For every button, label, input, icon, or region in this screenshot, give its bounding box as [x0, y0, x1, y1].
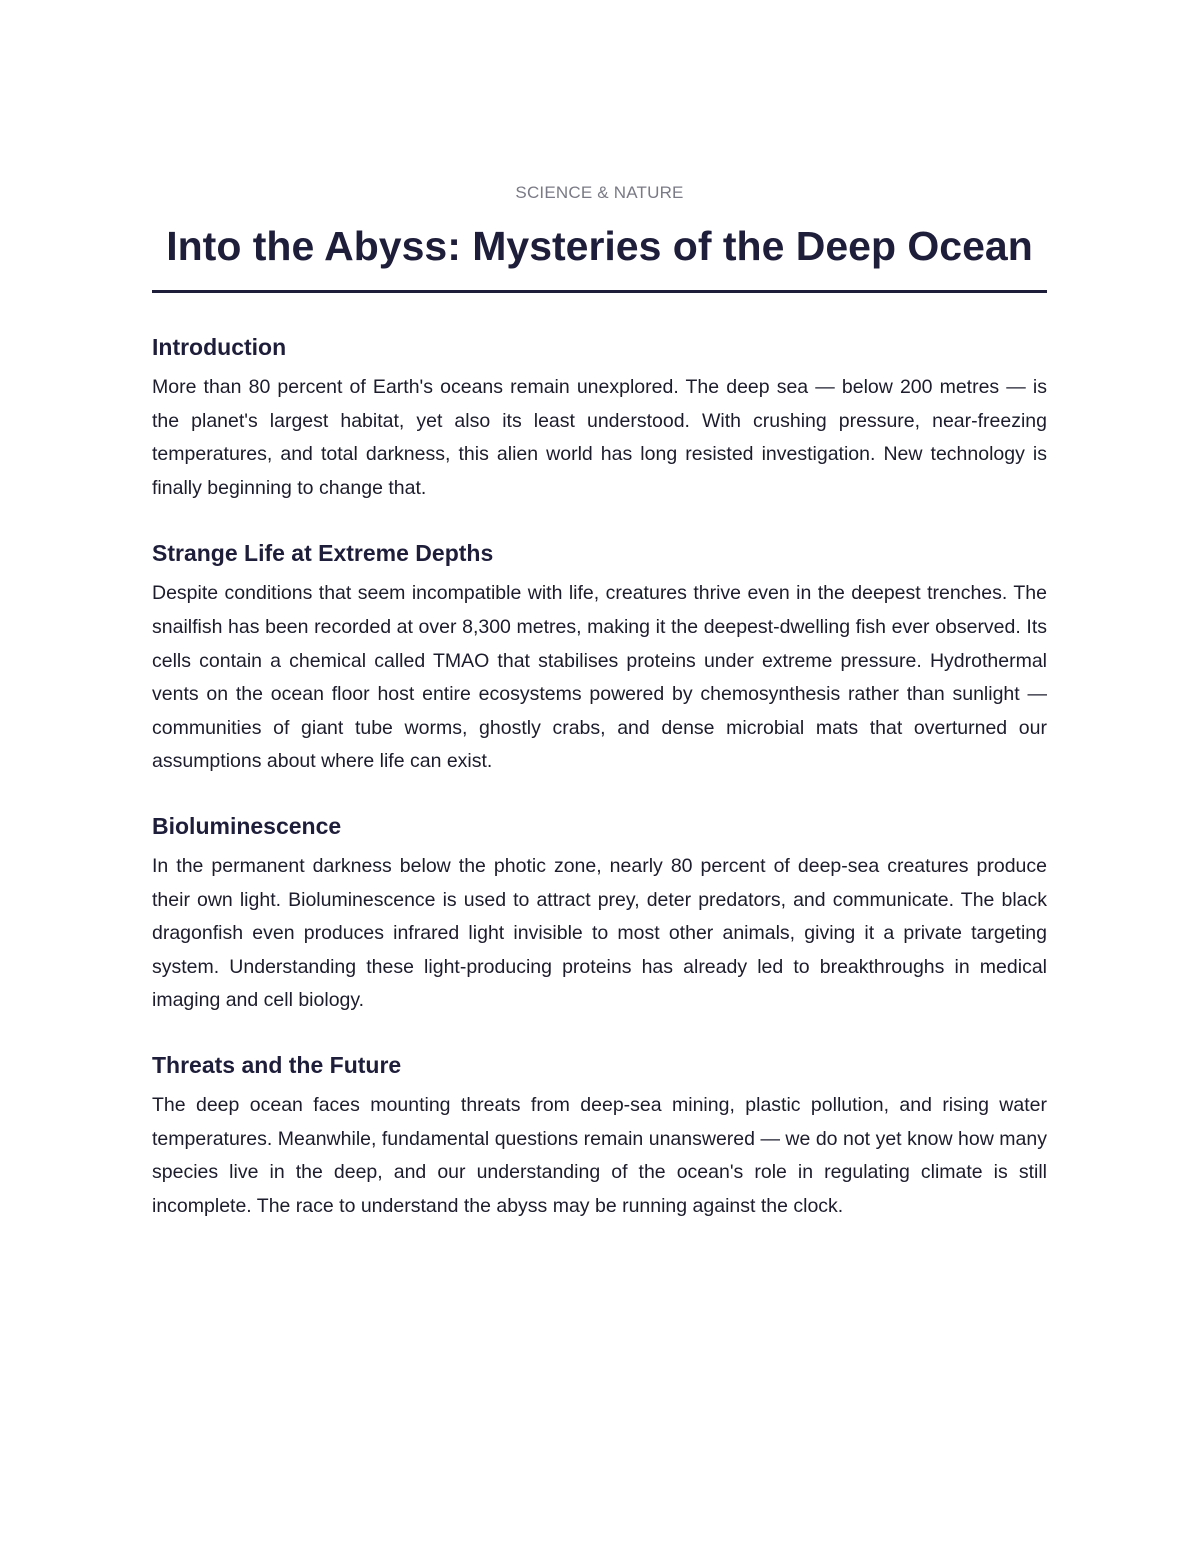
section-body: The deep ocean faces mounting threats from deep-sea mining, plastic pollution, and rising water temperatures. Meanwhile, fundamental questions remain unanswered — we do not yet know how many species live in the deep, and our understanding of the ocean's role in regulating climate is still incomplete. The race to understand the abyss may be running against the clock. — [152, 1093, 1047, 1217]
section-heading: Bioluminescence — [152, 812, 342, 839]
article-title: Into the Abyss: Mysteries of the Deep Ocean — [166, 223, 1033, 269]
title-divider — [152, 290, 1047, 293]
section-strange-life — [152, 538, 1047, 779]
section-bioluminescence — [152, 811, 1047, 1018]
article — [152, 180, 1047, 1223]
section-heading: Introduction — [152, 334, 287, 360]
section-introduction — [152, 332, 1047, 505]
section-heading: Threats and the Future — [152, 1051, 402, 1078]
section-threats — [152, 1050, 1047, 1223]
section-body: In the permanent darkness below the photic zone, nearly 80 percent of deep-sea creatures produce their own light. Bioluminescence is used to attract prey, deter predators, and communicate. The black dragonfish even produces infrared light invisible to most other animals, giving it a private targeting system. Understanding these light-producing proteins has already led to breakthroughs in medical imaging and cell biology. — [152, 854, 1047, 1012]
section-heading: Strange Life at Extreme Depths — [152, 540, 494, 567]
section-body: Despite conditions that seem incompatible with life, creatures thrive even in the deepest trenches. The snailfish has been recorded at over 8,300 metres, making it the deepest-dwelling fish ever observed. Its cells contain a chemical called TMAO that stabilises proteins under extreme pressure. Hydrothermal vents on the ocean floor host entire ecosystems powered by chemosynthesis rather than sunlight — communities of giant tube worms, ghostly crabs, and dense microbial mats that overturned our assumptions about where life can exist. — [152, 582, 1047, 773]
category-label: SCIENCE & NATURE — [515, 183, 684, 202]
section-body: More than 80 percent of Earth's oceans remain unexplored. The deep sea — below 200 metres — is the planet's largest habitat, yet also its least understood. With crushing pressure, near-freezing temperatures, and total darkness, this alien world has long resisted investigation. New technology is finally beginning to change that. — [152, 376, 1047, 499]
